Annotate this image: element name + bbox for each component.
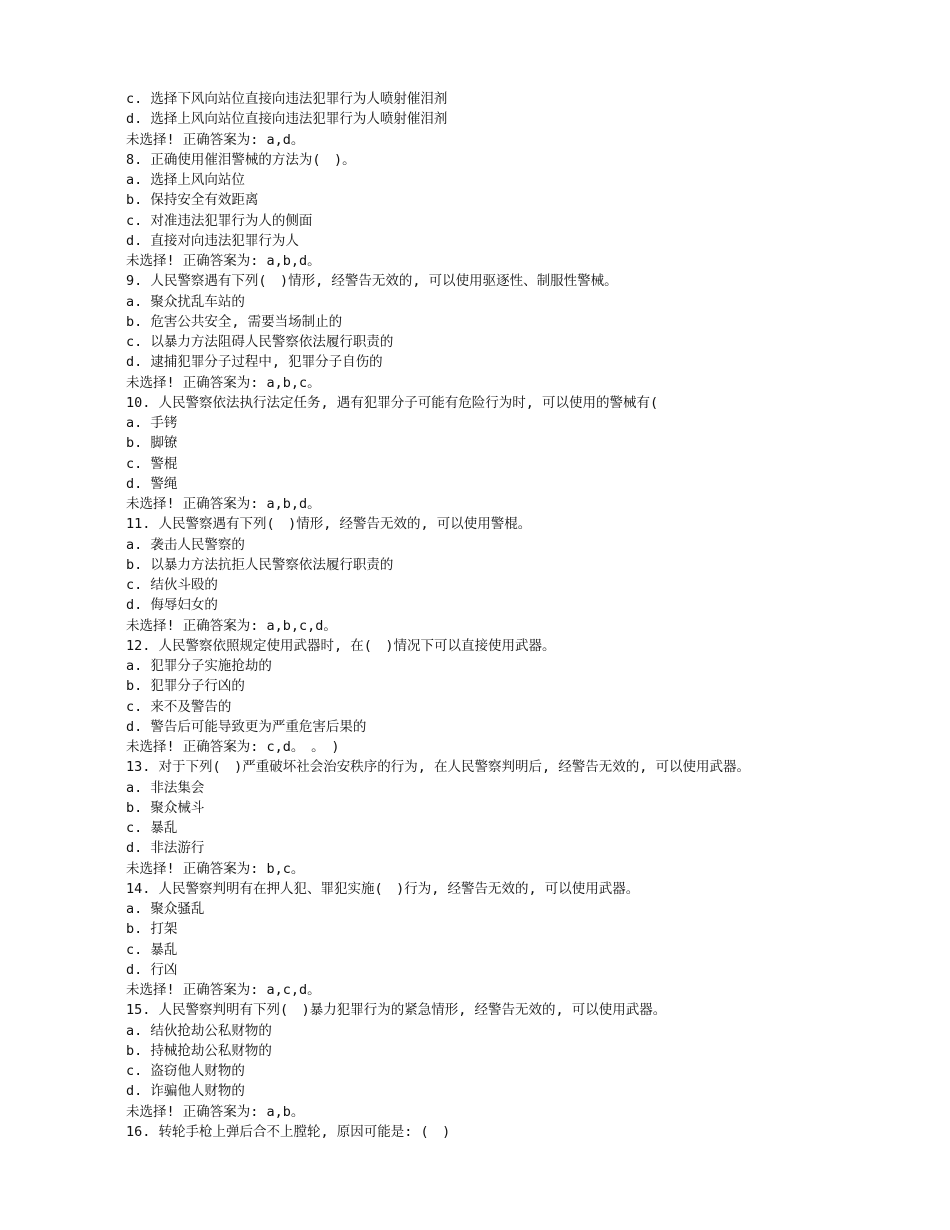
option-line: c. 对准违法犯罪行为人的侧面 <box>126 212 313 229</box>
option-line: d. 逮捕犯罪分子过程中, 犯罪分子自伤的 <box>126 354 383 371</box>
question-line: 8. 正确使用催泪警械的方法为( )。 <box>126 151 356 168</box>
option-line: a. 袭击人民警察的 <box>126 536 245 553</box>
option-line: c. 以暴力方法阻碍人民警察依法履行职责的 <box>126 334 394 350</box>
option-line: b. 脚镣 <box>126 435 178 452</box>
option-line: a. 聚众扰乱车站的 <box>126 293 245 310</box>
answer-line: 未选择! 正确答案为: b,c。 <box>126 860 305 877</box>
option-line: a. 非法集会 <box>126 779 205 796</box>
question-line: 9. 人民警察遇有下列( )情形, 经警告无效的, 可以使用驱逐性、制服性警械。 <box>126 273 618 290</box>
option-line: b. 持械抢劫公私财物的 <box>126 1042 272 1059</box>
answer-line: 未选择! 正确答案为: a,b,d。 <box>126 253 321 269</box>
option-line: b. 犯罪分子行凶的 <box>126 678 245 695</box>
answer-line: 未选择! 正确答案为: a,b,c。 <box>126 374 321 391</box>
question-line: 10. 人民警察依法执行法定任务, 遇有犯罪分子可能有危险行为时, 可以使用的警械有( <box>126 394 659 411</box>
option-line: c. 来不及警告的 <box>126 698 232 715</box>
option-line: d. 选择上风向站位直接向违法犯罪行为人喷射催泪剂 <box>126 111 448 128</box>
option-line: d. 行凶 <box>126 961 178 978</box>
option-line: b. 以暴力方法抗拒人民警察依法履行职责的 <box>126 556 394 573</box>
option-line: a. 犯罪分子实施抢劫的 <box>126 658 272 674</box>
option-line: c. 警棍 <box>126 455 178 472</box>
option-line: c. 暴乱 <box>126 820 178 836</box>
question-list <box>126 89 750 1142</box>
answer-line: 未选择! 正确答案为: a,d。 <box>126 131 305 148</box>
option-line: d. 直接对向违法犯罪行为人 <box>126 232 299 249</box>
option-line: c. 选择下风向站位直接向违法犯罪行为人喷射催泪剂 <box>126 91 448 107</box>
option-line: b. 聚众械斗 <box>126 799 205 816</box>
answer-line: 未选择! 正确答案为: c,d。 。 ) <box>126 739 340 755</box>
option-line: d. 侮辱妇女的 <box>126 597 218 614</box>
answer-line: 未选择! 正确答案为: a,b,d。 <box>126 496 321 512</box>
option-line: a. 聚众骚乱 <box>126 901 205 917</box>
option-line: c. 暴乱 <box>126 941 178 958</box>
option-line: c. 结伙斗殴的 <box>126 577 218 593</box>
option-line: d. 警绳 <box>126 475 178 492</box>
question-line: 16. 转轮手枪上弹后合不上膛轮, 原因可能是: ( ) <box>126 1123 451 1140</box>
question-line: 12. 人民警察依照规定使用武器时, 在( )情况下可以直接使用武器。 <box>126 637 556 654</box>
option-line: d. 警告后可能导致更为严重危害后果的 <box>126 718 367 735</box>
question-line: 15. 人民警察判明有下列( )暴力犯罪行为的紧急情形, 经警告无效的, 可以使用武器。 <box>126 1002 667 1019</box>
option-line: b. 危害公共安全, 需要当场制止的 <box>126 313 343 330</box>
option-line: a. 结伙抢劫公私财物的 <box>126 1022 272 1039</box>
option-line: a. 手铐 <box>126 415 178 431</box>
answer-line: 未选择! 正确答案为: a,b。 <box>126 1103 305 1120</box>
option-line: b. 打架 <box>126 921 178 938</box>
question-line: 11. 人民警察遇有下列( )情形, 经警告无效的, 可以使用警棍。 <box>126 516 532 533</box>
option-line: c. 盗窃他人财物的 <box>126 1063 245 1079</box>
question-line: 14. 人民警察判明有在押人犯、罪犯实施( )行为, 经警告无效的, 可以使用武器。 <box>126 880 640 897</box>
answer-line: 未选择! 正确答案为: a,c,d。 <box>126 982 321 998</box>
answer-line: 未选择! 正确答案为: a,b,c,d。 <box>126 617 337 634</box>
option-line: d. 非法游行 <box>126 840 205 857</box>
question-line: 13. 对于下列( )严重破坏社会治安秩序的行为, 在人民警察判明后, 经警告无效的, 可以使用武器。 <box>126 759 751 776</box>
option-line: b. 保持安全有效距离 <box>126 192 259 209</box>
option-line: d. 诈骗他人财物的 <box>126 1083 245 1100</box>
option-line: a. 选择上风向站位 <box>126 172 245 188</box>
